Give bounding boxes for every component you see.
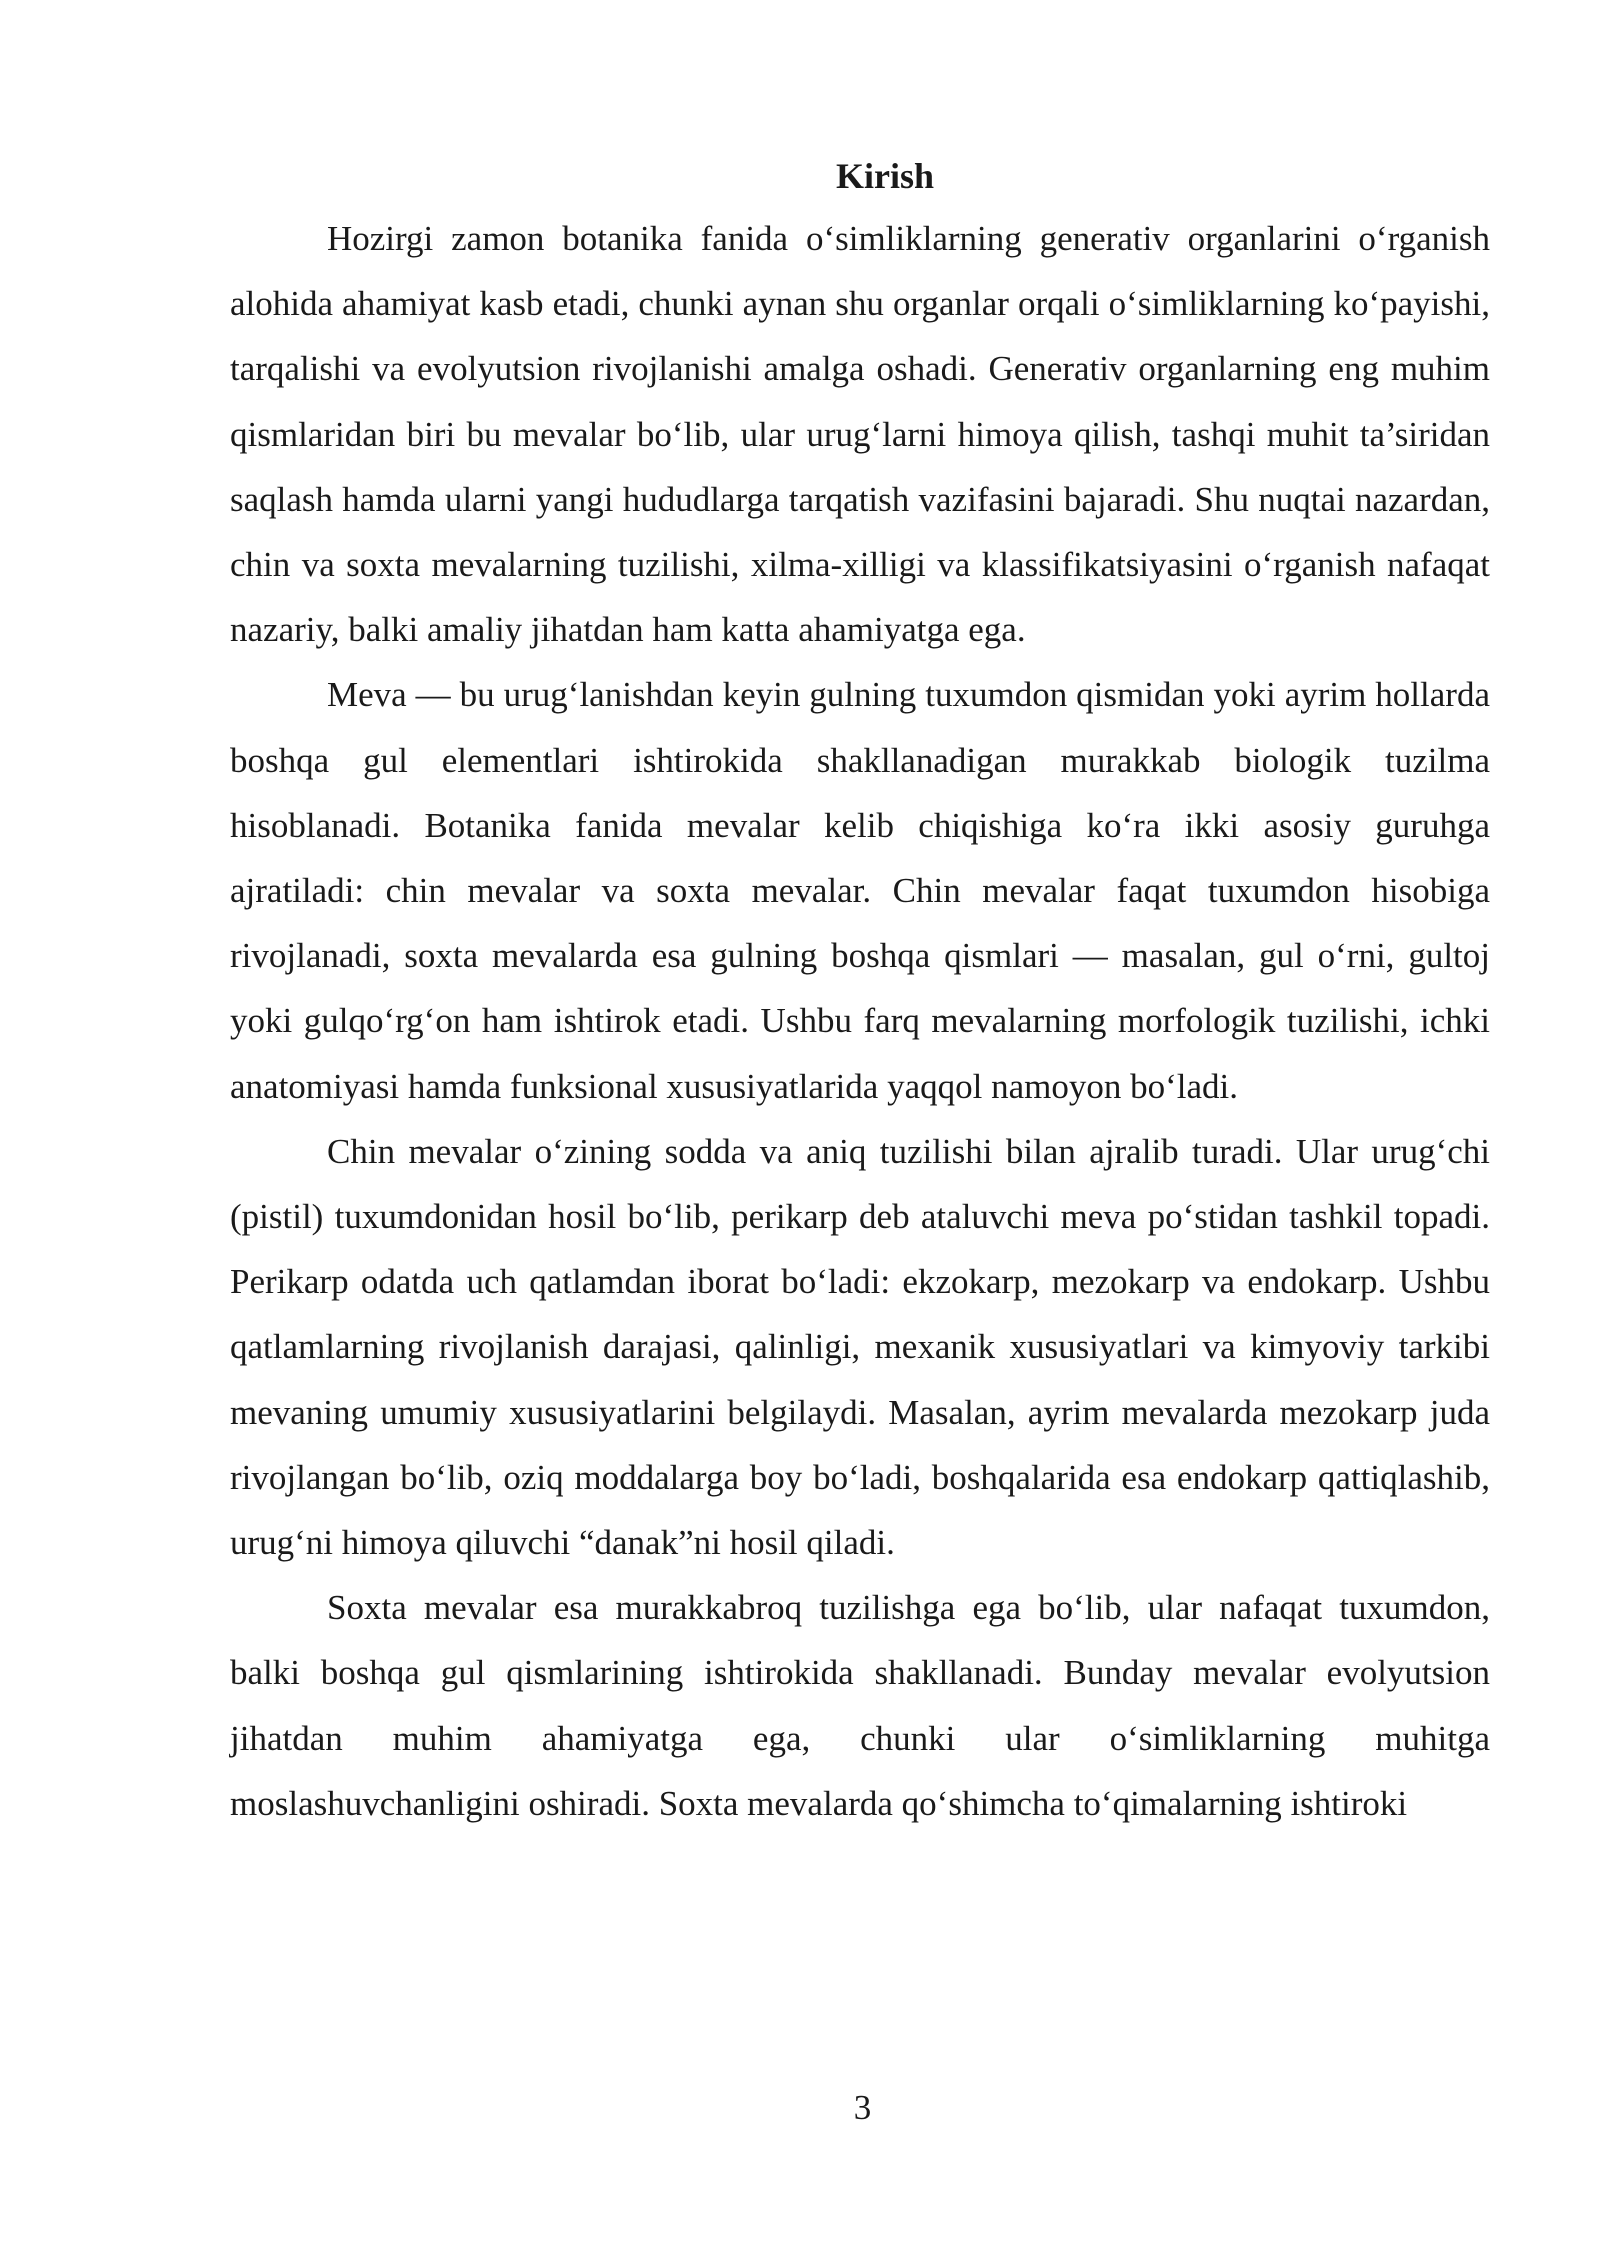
page-number: 3 [853,2088,872,2127]
paragraph-chin-mevalar: Chin mevalar o‘zining sodda va aniq tuzilishi bilan ajralib turadi. Ular urug‘chi (pistil) tuxumdonidan hosil bo‘lib, perikarp deb ataluvchi meva po‘stidan tashkil topadi. Perikarp odatda uch qatlamdan iborat bo‘ladi: ekzokarp, mezokarp va endokarp. Ushbu qatlamlarning rivojlanish darajasi, qalinligi, mexanik xususiyatlari va kimyoviy tarkibi mevaning umumiy xususiyatlarini belgilaydi. Masalan, ayrim mevalarda mezokarp juda rivojlangan bo‘lib, oziq moddalarga boy bo‘ladi, boshqalarida esa endokarp qattiqlashib, urug‘ni himoya qiluvchi “danak”ni hosil qiladi. [230,1131,1490,1563]
section-heading: Kirish [835,156,934,196]
paragraph-intro: Hozirgi zamon botanika fanida o‘simliklarning generativ organlarini o‘rganish alohida ahamiyat kasb etadi, chunki aynan shu organlar orqali o‘simliklarning ko‘payishi, tarqalishi va evolyutsion rivojlanishi amalga oshadi. Generativ organlarning eng muhim qismlaridan biri bu mevalar bo‘lib, ular urug‘larni himoya qilish, tashqi muhit ta’siridan saqlash hamda ularni yangi hududlarga tarqatish vazifasini bajaradi. Shu nuqtai nazardan, chin va soxta mevalarning tuzilishi, xilma-xilligi va klassifikatsiyasini o‘rganish nafaqat nazariy, balki amaliy jihatdan ham katta ahamiyatga ega. [230,219,1490,650]
paragraph-soxta-mevalar: Soxta mevalar esa murakkabroq tuzilishga ega bo‘lib, ular nafaqat tuxumdon, balki boshqa gul qismlarining ishtirokida shakllanadi. Bunday mevalar evolyutsion jihatdan muhim ahamiyatga ega, chunki ular o‘simliklarning muhitga moslashuvchanligini oshiradi. Soxta mevalarda qo‘shimcha to‘qimalarning ishtiroki [230,1588,1490,1823]
page-content [230,146,1490,1836]
paragraph-meva-definition: Meva — bu urug‘lanishdan keyin gulning tuxumdon qismidan yoki ayrim hollarda boshqa gul elementlari ishtirokida shakllanadigan murakkab biologik tuzilma hisoblanadi. Botanika fanida mevalar kelib chiqishiga ko‘ra ikki asosiy guruhga ajratiladi: chin mevalar va soxta mevalar. Chin mevalar faqat tuxumdon hisobiga rivojlanadi, soxta mevalarda esa gulning boshqa qismlari — masalan, gul o‘rni, gultoj yoki gulqo‘rg‘on ham ishtirok etadi. Ushbu farq mevalarning morfologik tuzilishi, ichki anatomiyasi hamda funksional xususiyatlarida yaqqol namoyon bo‘ladi. [230,675,1490,1106]
